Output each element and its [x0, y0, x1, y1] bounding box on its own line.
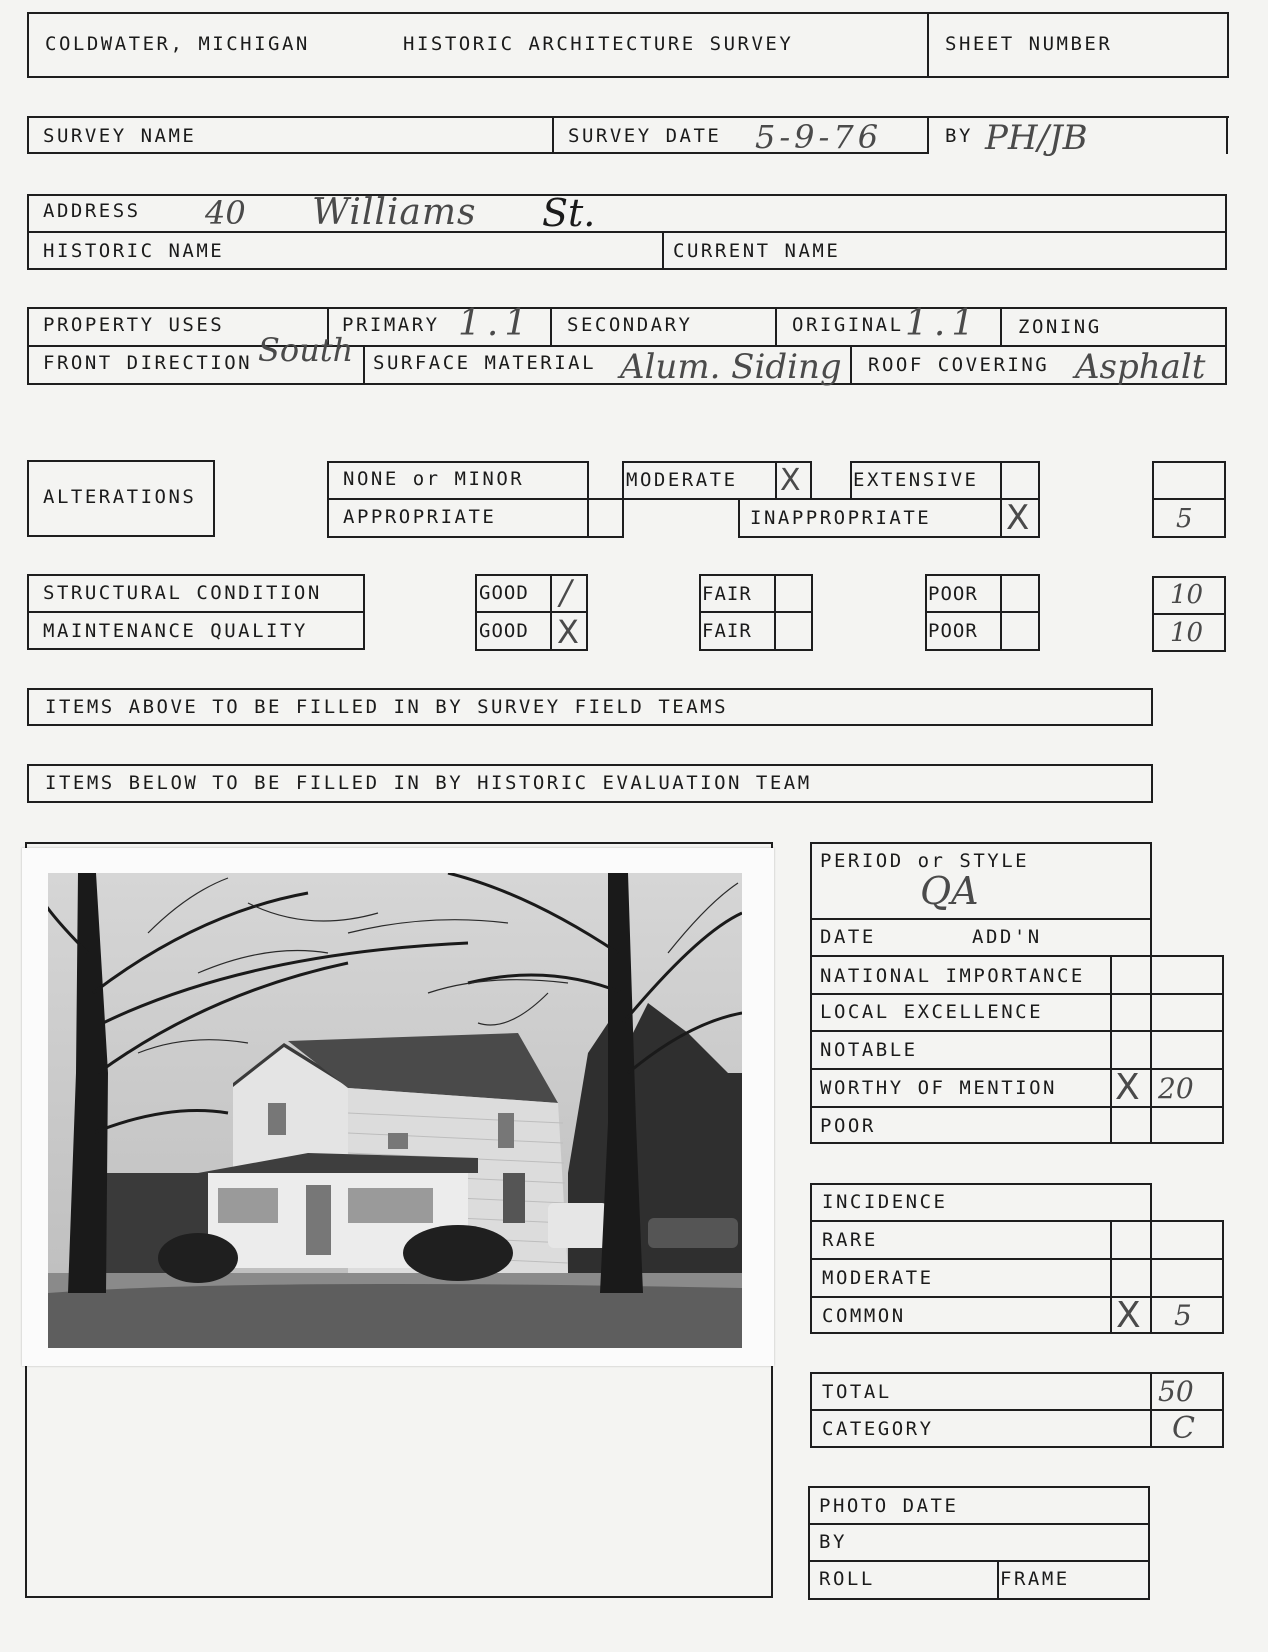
alteration-moderate: MODERATE [626, 469, 738, 491]
address-label: ADDRESS [43, 200, 141, 222]
alteration-inappropriate-mark: X [1006, 498, 1030, 538]
front-direction-value: South [258, 331, 354, 369]
national-importance-label: NATIONAL IMPORTANCE [820, 965, 1085, 987]
worthy-of-mention-score: 20 [1158, 1072, 1194, 1105]
survey-title: HISTORIC ARCHITECTURE SURVEY [403, 33, 794, 55]
notable-label: NOTABLE [820, 1039, 918, 1061]
current-name-label: CURRENT NAME [673, 240, 841, 262]
survey-by-value: PH/JB [985, 118, 1088, 158]
zoning-label: ZONING [1018, 316, 1102, 338]
structural-poor-label: POOR [928, 583, 978, 605]
structural-score: 10 [1170, 580, 1204, 610]
maintenance-quality-label: MAINTENANCE QUALITY [43, 620, 308, 642]
photo-date-label: PHOTO DATE [819, 1495, 959, 1517]
secondary-label: SECONDARY [567, 314, 693, 336]
note-above: ITEMS ABOVE TO BE FILLED IN BY SURVEY FIELD TEAMS [45, 696, 729, 718]
maintenance-good-mark: X [557, 613, 579, 651]
structural-good-label: GOOD [479, 582, 529, 604]
maintenance-good-label: GOOD [479, 620, 529, 642]
alteration-none-minor: NONE or MINOR [343, 468, 525, 490]
total-label: TOTAL [822, 1381, 892, 1403]
frame-label: FRAME [1000, 1568, 1070, 1590]
alteration-moderate-mark: X [780, 463, 801, 498]
photo-by-label: BY [819, 1531, 847, 1553]
house-photo [48, 873, 742, 1348]
incidence-rare-label: RARE [822, 1229, 878, 1251]
eval-addn-label: ADD'N [972, 926, 1042, 948]
structural-fair-label: FAIR [702, 583, 752, 605]
alteration-extensive: EXTENSIVE [853, 469, 979, 491]
eval-poor-label: POOR [820, 1115, 876, 1137]
city-label: COLDWATER, MICHIGAN [45, 33, 310, 55]
local-excellence-label: LOCAL EXCELLENCE [820, 1001, 1044, 1023]
total-value: 50 [1158, 1375, 1194, 1408]
original-value: 1.1 [905, 303, 981, 344]
structural-condition-label: STRUCTURAL CONDITION [43, 582, 322, 604]
survey-name-label: SURVEY NAME [43, 125, 197, 147]
category-value: C [1172, 1411, 1195, 1446]
property-uses-label: PROPERTY USES [43, 314, 225, 336]
roll-label: ROLL [819, 1568, 875, 1590]
alteration-appropriate: APPROPRIATE [343, 506, 497, 528]
survey-date-value: 5-9-76 [755, 118, 883, 156]
address-number: 40 [205, 194, 246, 232]
worthy-of-mention-label: WORTHY OF MENTION [820, 1077, 1057, 1099]
survey-date-label: SURVEY DATE [568, 125, 722, 147]
incidence-common-mark: X [1116, 1295, 1141, 1336]
address-street-suffix: St. [542, 191, 596, 235]
surface-material-value: Alum. Siding [620, 347, 842, 387]
roof-covering-label: ROOF COVERING [868, 354, 1050, 376]
eval-date-label: DATE [820, 926, 876, 948]
sheet-number-label: SHEET NUMBER [945, 33, 1113, 55]
alterations-label: ALTERATIONS [43, 486, 197, 508]
address-street: Williams [312, 192, 477, 233]
incidence-common-score: 5 [1174, 1299, 1192, 1332]
note-below: ITEMS BELOW TO BE FILLED IN BY HISTORIC EVALUATION TEAM [45, 772, 812, 794]
maintenance-poor-label: POOR [928, 620, 978, 642]
survey-by-label: BY [945, 125, 973, 147]
incidence-moderate-label: MODERATE [822, 1267, 934, 1289]
structural-good-mark: / [560, 573, 572, 613]
incidence-label: INCIDENCE [822, 1191, 948, 1213]
period-style-value: QA [920, 869, 979, 913]
primary-value: 1.1 [458, 303, 534, 344]
period-style-label: PERIOD or STYLE [820, 850, 1030, 872]
roof-covering-value: Asphalt [1075, 347, 1206, 387]
historic-name-label: HISTORIC NAME [43, 240, 225, 262]
alterations-score: 5 [1176, 504, 1193, 534]
maintenance-score: 10 [1170, 618, 1204, 648]
original-label: ORIGINAL [792, 314, 904, 336]
front-direction-label: FRONT DIRECTION [43, 352, 253, 374]
surface-material-label: SURFACE MATERIAL [373, 352, 597, 374]
primary-label: PRIMARY [342, 314, 440, 336]
maintenance-fair-label: FAIR [702, 620, 752, 642]
alteration-inappropriate: INAPPROPRIATE [750, 507, 932, 529]
incidence-common-label: COMMON [822, 1305, 906, 1327]
category-label: CATEGORY [822, 1418, 934, 1440]
worthy-of-mention-mark: X [1115, 1067, 1140, 1108]
